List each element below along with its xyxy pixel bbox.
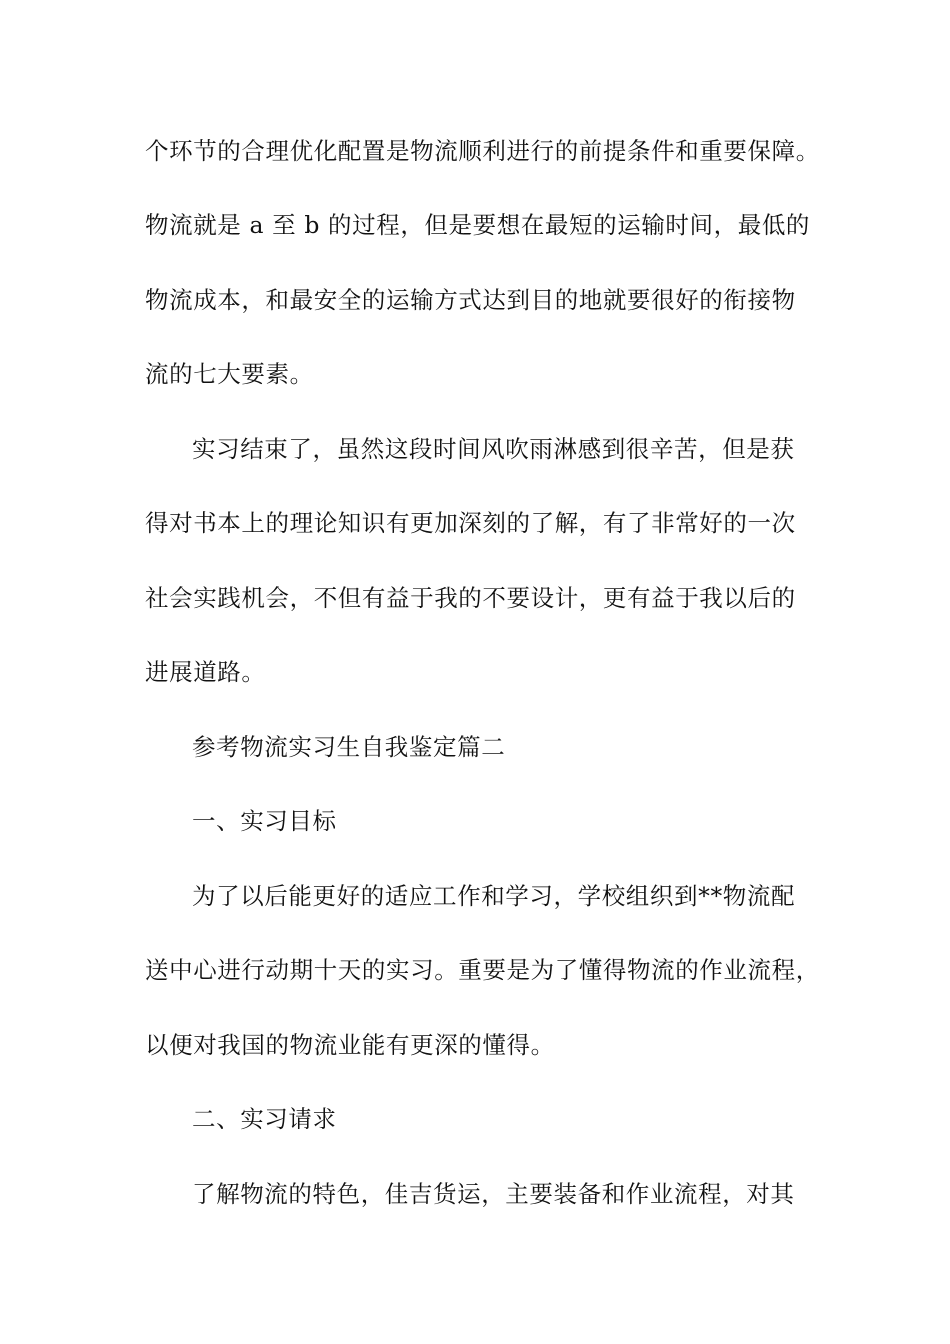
paragraph-line: 为了以后能更好的适应工作和学习，学校组织到**物流配 bbox=[192, 882, 796, 910]
paragraph-line: 进展道路。 bbox=[145, 658, 266, 686]
paragraph-line: 实习结束了，虽然这段时间风吹雨淋感到很辛苦，但是获 bbox=[192, 435, 795, 463]
section-heading: 参考物流实习生自我鉴定篇二 bbox=[192, 733, 506, 761]
paragraph-line: 了解物流的特色，佳吉货运，主要装备和作业流程，对其 bbox=[192, 1180, 795, 1208]
section-heading: 二、实习请求 bbox=[192, 1105, 337, 1133]
paragraph-line: 以便对我国的物流业能有更深的懂得。 bbox=[145, 1031, 555, 1059]
paragraph-line: 流的七大要素。 bbox=[145, 360, 314, 388]
paragraph-line: 送中心进行动期十天的实习。重要是为了懂得物流的作业流程， bbox=[145, 956, 820, 984]
paragraph-line: 物流就是 a 至 b 的过程，但是要想在最短的运输时间，最低的 bbox=[145, 211, 811, 239]
paragraph-line: 社会实践机会，不但有益于我的不要设计，更有益于我以后的 bbox=[145, 584, 796, 612]
paragraph-line: 得对书本上的理论知识有更加深刻的了解，有了非常好的一次 bbox=[145, 509, 796, 537]
section-heading: 一、实习目标 bbox=[192, 807, 337, 835]
paragraph-line: 个环节的合理优化配置是物流顺利进行的前提条件和重要保障。 bbox=[145, 137, 820, 165]
paragraph-line: 物流成本，和最安全的运输方式达到目的地就要很好的衔接物 bbox=[145, 286, 796, 314]
